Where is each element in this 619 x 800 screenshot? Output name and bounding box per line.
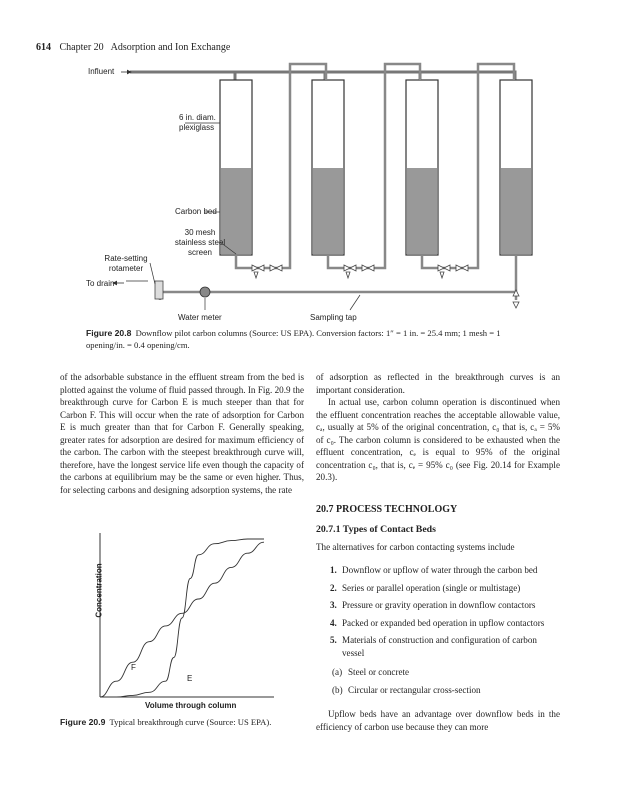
water-meter [200, 287, 210, 297]
section-title: 20.7 PROCESS TECHNOLOGY [316, 504, 458, 515]
label-water-meter: Water meter [178, 313, 222, 322]
curve-f-label: F [131, 663, 136, 672]
right-p1: of adsorption as reflected in the breakthrough curves is an important consideration. [316, 372, 560, 395]
column-2 [312, 80, 344, 255]
label-influent: Influent [88, 67, 115, 76]
figure-20-8-caption: Figure 20.8 Downflow pilot carbon columns (Source: US EPA). Conversion factors: 1″ = 1 in. = 25.4 mm; 1 mesh = 1 opening/in. = 0.4 opening/cm. [86, 328, 501, 350]
label-to-drain: To drain [86, 279, 115, 288]
list-item: 4. Packed or expanded bed operation in upflow contactors [330, 617, 545, 628]
right-p2: In actual use, carbon column operation is discontinued when the effluent concentration reaches the acceptable allowable value, cₐ, usually at 5% of the original concentration, c₀ that is, cₐ = 5% of c₀. The carbon column is considered to be exhausted when the effluent concentration, cₑ is equal to 95% of the original concentration c₀, that is, cₑ = 95% c₀ (see Fig. 20.14 for Example 20.3). [316, 397, 560, 482]
column-4 [500, 80, 532, 255]
list-item: 1. Downflow or upflow of water through the carbon bed [330, 565, 538, 575]
valves [252, 265, 519, 308]
chapter-title: Adsorption and Ion Exchange [110, 42, 231, 53]
right-column [316, 371, 560, 484]
figure-20-9-chart [84, 525, 284, 725]
label-sampling-tap: Sampling tap [310, 313, 357, 322]
list-item: 3. Pressure or gravity operation in downflow contactors [330, 600, 536, 610]
label-rotameter: Rate-setting rotameter [104, 254, 148, 273]
alternatives-list [330, 564, 560, 664]
label-plexiglass: 6 in. diam. plexiglass [179, 113, 216, 132]
curve-e-label: E [187, 674, 193, 683]
list-item: 5. Materials of construction and configuration of carbon vessel [330, 635, 537, 658]
sublist-item: (b) Circular or rectangular cross-section [332, 684, 481, 695]
figure-20-9-caption: Figure 20.9 Typical breakthrough curve (Source: US EPA). [60, 717, 272, 727]
chart-ylabel: Concentration [94, 563, 104, 618]
curve-f [100, 542, 264, 697]
chart-xlabel: Volume through column [145, 701, 237, 710]
contact-beds-intro: The alternatives for carbon contacting systems include [316, 542, 515, 552]
column-3 [406, 80, 438, 255]
influent-pipe [130, 72, 515, 80]
curve-e [100, 539, 264, 697]
rotameter [155, 281, 163, 299]
left-paragraph: of the adsorbable substance in the effluent stream from the bed is plotted against the volume of fluid passed through. In Fig. 20.9 the breakthrough curve for Carbon E is much steeper than that for Carbon F. This will occur when the rate of adsorption for Carbon E is much greater than that for Carbon F. Generally speaking, greater rates for adsorption are desired for maximum efficiency of the carbon. The carbon with the steepest breakthrough curve will, therefore, have the longest service life even though the capacity of the carbons at equilibrium may be the same or even higher. Thus, for selecting carbons and designing adsorption systems, the rate [60, 372, 304, 495]
list-item: 2. Series or parallel operation (single or multistage) [330, 582, 521, 593]
label-carbon-bed: Carbon bed [175, 207, 217, 216]
materials-sublist [332, 666, 552, 696]
label-screen: 30 mesh stainless steel screen [174, 228, 226, 257]
chapter-label: Chapter 20 [59, 42, 104, 53]
page-number: 614 [36, 42, 51, 53]
subsection-title: 20.7.1 Types of Contact Beds [316, 524, 436, 535]
sublist-item: (a) Steel or concrete [332, 667, 410, 677]
closing-paragraph: Upflow beds have an advantage over downflow beds in the efficiency of carbon use because they can more [316, 709, 560, 732]
